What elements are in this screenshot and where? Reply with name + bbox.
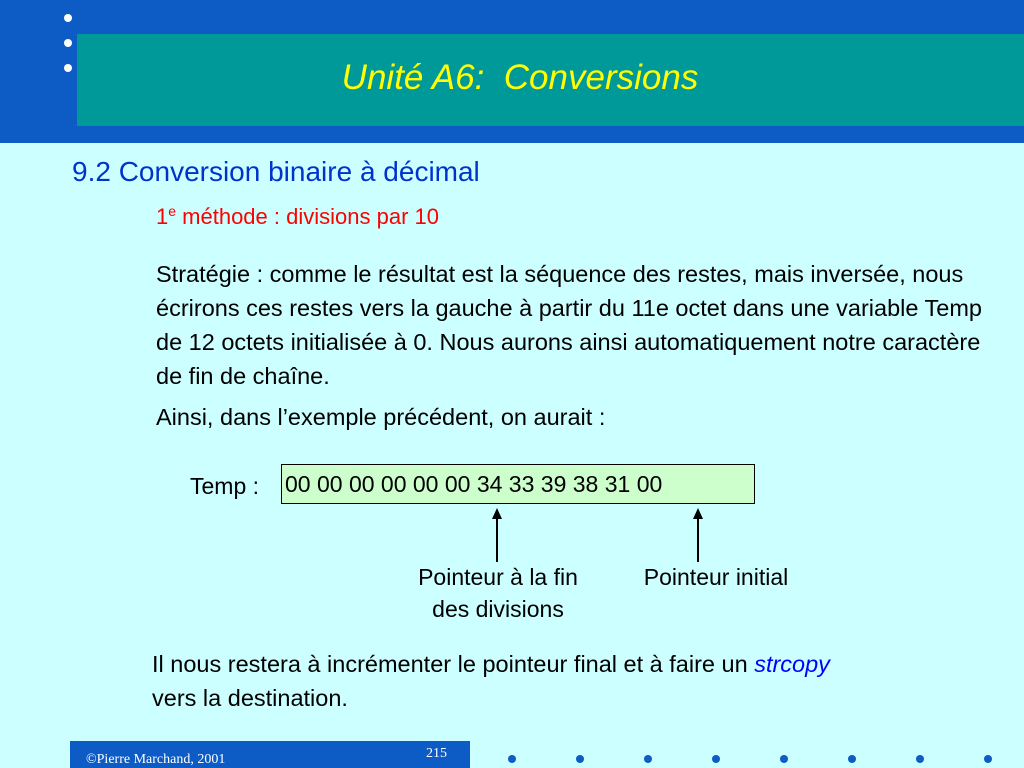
bullet-dot — [984, 755, 992, 763]
conclusion-text-end: vers la destination. — [152, 685, 348, 711]
method-number: 1 — [156, 204, 169, 229]
bullet-dot — [916, 755, 924, 763]
strategy-paragraph: Stratégie : comme le résultat est la séquence des restes, mais inversée, nous écrirons ces restes vers la gauche à partir du 11e octet dans une variable Temp de 12 octets initialisée à 0. Nous aurons ainsi automatiquement notre caractère de fin de chaîne. — [156, 261, 982, 389]
conclusion-text: Il nous restera à incrémenter le pointeur final et à faire un — [152, 651, 755, 677]
page-number: 215 — [426, 746, 447, 761]
example-intro: Ainsi, dans l’exemple précédent, on aurait : — [156, 404, 606, 430]
pointer-end-arrow — [489, 508, 505, 562]
pointer-initial-label: Pointeur initial — [643, 564, 789, 590]
pointer-end-line2: des divisions — [432, 596, 564, 622]
bullet-dot — [644, 755, 652, 763]
bullet-dot — [64, 39, 72, 47]
strcopy-keyword: strcopy — [754, 651, 830, 677]
copyright: ©Pierre Marchand, 2001 — [86, 752, 226, 767]
slide-title-text: Unité A6: Conversions — [341, 58, 699, 97]
bullet-dot — [508, 755, 516, 763]
section-heading: 9.2 Conversion binaire à décimal — [72, 156, 480, 187]
bullet-dot — [576, 755, 584, 763]
temp-label: Temp : — [190, 473, 260, 499]
pointer-end-line1: Pointeur à la fin — [418, 564, 578, 590]
conclusion-paragraph — [152, 647, 1002, 715]
bullet-dot — [64, 14, 72, 22]
bullet-dot — [848, 755, 856, 763]
pointer-initial-arrow — [690, 508, 706, 562]
temp-bytes-box: 00 00 00 00 00 00 34 33 39 38 31 00 — [281, 464, 755, 504]
slide-title — [0, 54, 1024, 102]
method-label: méthode : divisions par 10 — [176, 204, 439, 229]
bullet-dot — [780, 755, 788, 763]
method-superscript: e — [168, 203, 177, 219]
pointer-end-label — [388, 561, 608, 625]
method-heading — [156, 202, 439, 232]
bullet-dot — [712, 755, 720, 763]
